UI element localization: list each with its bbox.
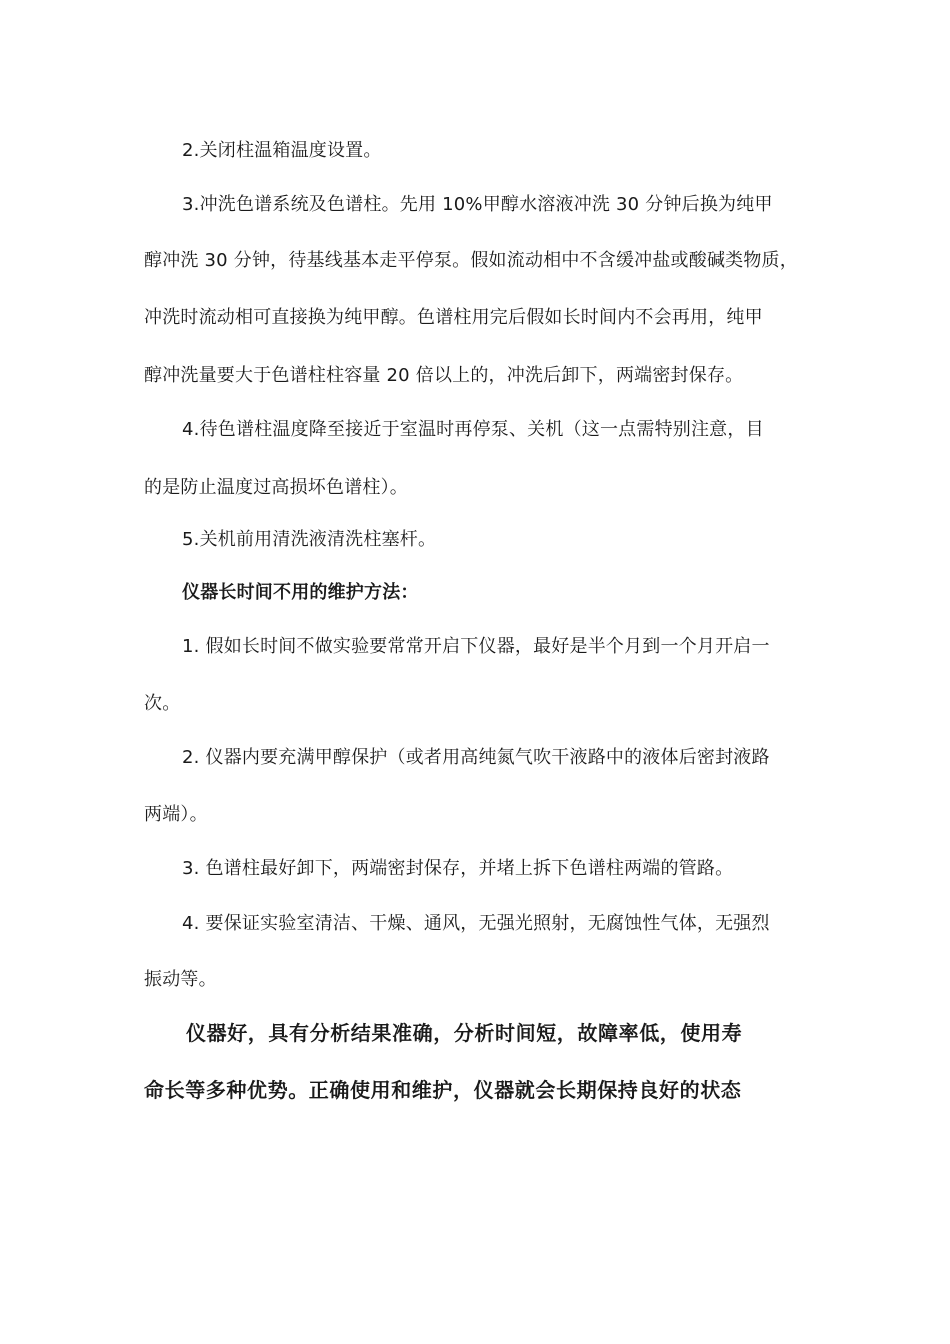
paragraph-step-4-line-1: 4.待色谱柱温度降至接近于室温时再停泵、关机（这一点需特别注意，目 bbox=[182, 419, 764, 440]
paragraph-step-5: 5.关机前用清洗液清洗柱塞杆。 bbox=[182, 529, 437, 550]
paragraph-step-2: 2.关闭柱温箱温度设置。 bbox=[182, 140, 382, 161]
section-heading: 仪器长时间不用的维护方法： bbox=[182, 582, 419, 603]
paragraph-step-3-line-3: 冲洗时流动相可直接换为纯甲醇。色谱柱用完后假如长时间内不会再用，纯甲 bbox=[144, 307, 763, 328]
paragraph-step-3-line-2: 醇冲洗 30 分钟，待基线基本走平停泵。假如流动相中不含缓冲盐或酸碱类物质， bbox=[144, 250, 798, 271]
maintenance-item-2-line-1: 2. 仪器内要充满甲醇保护（或者用高纯氮气吹干液路中的液体后密封液路 bbox=[182, 747, 770, 768]
maintenance-item-2-line-2: 两端）。 bbox=[144, 804, 208, 825]
maintenance-item-1-line-1: 1. 假如长时间不做实验要常常开启下仪器，最好是半个月到一个月开启一 bbox=[182, 636, 770, 657]
maintenance-item-4-line-2: 振动等。 bbox=[144, 969, 217, 990]
conclusion-line-1: 仪器好，具有分析结果准确，分析时间短，故障率低，使用寿 bbox=[186, 1021, 743, 1045]
conclusion-line-2: 命长等多种优势。正确使用和维护，仪器就会长期保持良好的状态 bbox=[144, 1078, 742, 1102]
paragraph-step-3-line-4: 醇冲洗量要大于色谱柱柱容量 20 倍以上的，冲洗后卸下，两端密封保存。 bbox=[144, 365, 744, 386]
maintenance-item-4-line-1: 4. 要保证实验室清洁、干燥、通风，无强光照射，无腐蚀性气体，无强烈 bbox=[182, 913, 770, 934]
maintenance-item-1-line-2: 次。 bbox=[144, 693, 181, 714]
paragraph-step-4-line-2: 的是防止温度过高损坏色谱柱）。 bbox=[144, 477, 408, 498]
paragraph-step-3-line-1: 3.冲洗色谱系统及色谱柱。先用 10%甲醇水溶液冲洗 30 分钟后换为纯甲 bbox=[182, 194, 773, 215]
maintenance-item-3: 3. 色谱柱最好卸下，两端密封保存，并堵上拆下色谱柱两端的管路。 bbox=[182, 858, 734, 879]
